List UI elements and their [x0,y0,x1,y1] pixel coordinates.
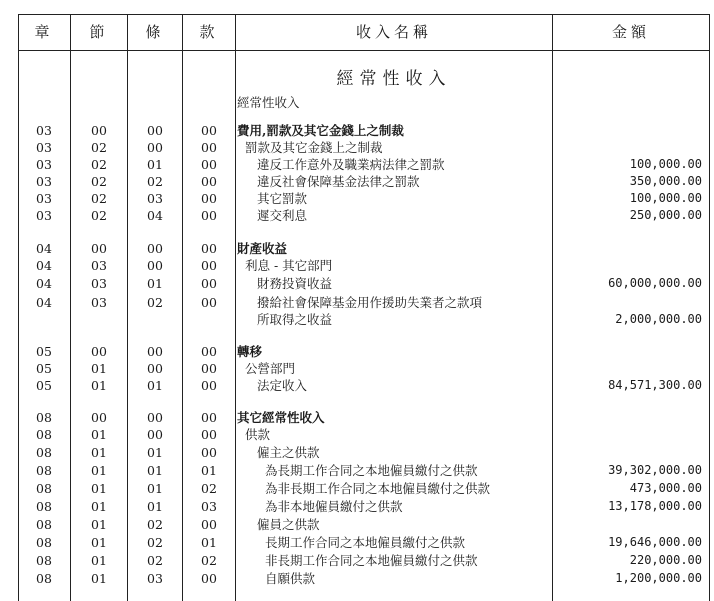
chapter-cell: 08 [36,463,52,478]
amount-cell: 19,646,000.00 [608,535,702,549]
amount-cell: 13,178,000.00 [608,499,702,513]
item-cell: 00 [201,258,217,273]
section-cell: 01 [91,481,107,496]
chapter-cell: 08 [36,481,52,496]
item-cell: 00 [201,208,217,223]
chapter-cell: 03 [36,191,52,206]
item-cell: 01 [201,463,217,478]
section-cell: 01 [91,571,107,586]
table-row [0,240,714,257]
name-cell: 違反工作意外及職業病法律之罰款 [257,157,445,172]
chapter-cell: 08 [36,499,52,514]
amount-cell: 100,000.00 [629,191,702,205]
chapter-cell: 05 [36,378,52,393]
table-row [0,534,714,551]
name-cell: 財產收益 [237,241,288,256]
name-cell: 非長期工作合同之本地僱員繳付之供款 [265,553,478,568]
item-cell: 00 [201,445,217,460]
chapter-cell: 04 [36,241,52,256]
amount-cell: 84,571,300.00 [608,378,702,392]
name-cell: 為非長期工作合同之本地僱員繳付之供款 [265,481,491,496]
header-section: 節 [89,23,109,41]
section-cell: 02 [91,174,107,189]
item-cell: 00 [201,427,217,442]
chapter-cell: 03 [36,123,52,138]
item-cell: 02 [201,553,217,568]
article-cell: 01 [147,481,163,496]
item-cell: 00 [201,191,217,206]
article-cell: 00 [147,344,163,359]
name-cell: 撥給社會保障基金用作援助失業者之款項 [257,295,483,310]
amount-cell: 39,302,000.00 [608,463,702,477]
chapter-cell: 08 [36,535,52,550]
article-cell: 00 [147,410,163,425]
article-cell: 01 [147,276,163,291]
item-cell: 00 [201,361,217,376]
article-cell: 02 [147,517,163,532]
article-cell: 03 [147,191,163,206]
name-cell: 違反社會保障基金法律之罰款 [257,174,420,189]
name-cell: 其它經常性收入 [237,410,325,425]
section-cell: 01 [91,361,107,376]
article-cell: 00 [147,361,163,376]
section-cell: 02 [91,157,107,172]
table-row [0,409,714,426]
article-cell: 00 [147,140,163,155]
table-row [0,311,714,328]
name-cell: 罰款及其它金錢上之制裁 [245,140,383,155]
table-row [0,257,714,274]
item-cell: 01 [201,535,217,550]
chapter-cell: 03 [36,208,52,223]
amount-cell: 220,000.00 [629,553,702,567]
name-cell: 自願供款 [265,571,316,586]
chapter-cell: 08 [36,427,52,442]
chapter-cell: 03 [36,140,52,155]
name-cell: 長期工作合同之本地僱員繳付之供款 [265,535,466,550]
amount-cell: 250,000.00 [629,208,702,222]
amount-cell: 473,000.00 [629,481,702,495]
table-row [0,122,714,139]
table-row [0,94,714,111]
table-row [0,462,714,479]
section-cell: 01 [91,378,107,393]
article-cell: 02 [147,174,163,189]
chapter-cell: 03 [36,174,52,189]
chapter-cell: 08 [36,571,52,586]
section-cell: 01 [91,445,107,460]
item-cell: 00 [201,410,217,425]
chapter-cell: 03 [36,157,52,172]
chapter-cell: 05 [36,361,52,376]
name-cell: 經常性收入 [237,95,300,110]
section-cell: 03 [91,276,107,291]
header-name: 收入名稱 [355,23,432,41]
table-row [0,360,714,377]
chapter-cell: 04 [36,258,52,273]
name-cell: 所取得之收益 [257,312,333,327]
article-cell: 01 [147,463,163,478]
name-cell: 其它罰款 [257,191,308,206]
item-cell: 00 [201,295,217,310]
table-row [0,516,714,533]
section-cell: 01 [91,463,107,478]
name-cell: 轉移 [237,344,263,359]
name-cell: 遲交利息 [257,208,308,223]
article-cell: 02 [147,295,163,310]
amount-cell: 60,000,000.00 [608,276,702,290]
article-cell: 02 [147,535,163,550]
table-row [0,275,714,292]
chapter-cell: 04 [36,276,52,291]
article-cell: 03 [147,571,163,586]
table-row [0,190,714,207]
header-chapter: 章 [34,23,54,41]
section-cell: 01 [91,553,107,568]
item-cell: 00 [201,378,217,393]
table-row [0,377,714,394]
section-cell: 00 [91,241,107,256]
table-row [0,444,714,461]
amount-cell: 350,000.00 [629,174,702,188]
name-cell: 僱員之供款 [257,517,320,532]
article-cell: 02 [147,553,163,568]
item-cell: 00 [201,571,217,586]
table-row [0,570,714,587]
section-cell: 01 [91,427,107,442]
table-row [0,294,714,311]
chapter-cell: 04 [36,295,52,310]
section-cell: 01 [91,517,107,532]
item-cell: 00 [201,140,217,155]
amount-cell: 100,000.00 [629,157,702,171]
table-row [0,552,714,569]
chapter-cell: 08 [36,553,52,568]
table-row [0,156,714,173]
top-border [18,14,710,15]
chapter-cell: 05 [36,344,52,359]
item-cell: 00 [201,241,217,256]
item-cell: 03 [201,499,217,514]
table-row [0,343,714,360]
name-cell: 公營部門 [245,361,296,376]
article-cell: 00 [147,241,163,256]
name-cell: 法定收入 [257,378,308,393]
item-cell: 00 [201,276,217,291]
section-cell: 02 [91,191,107,206]
table-row [0,480,714,497]
amount-cell: 1,200,000.00 [615,571,702,585]
chapter-cell: 08 [36,445,52,460]
section-cell: 03 [91,258,107,273]
name-cell: 費用,罰款及其它金錢上之制裁 [237,123,404,138]
header-item: 款 [199,23,219,41]
name-cell: 為長期工作合同之本地僱員繳付之供款 [265,463,478,478]
chapter-cell: 08 [36,517,52,532]
amount-cell: 2,000,000.00 [615,312,702,326]
item-cell: 00 [201,344,217,359]
table-row [0,173,714,190]
article-cell: 00 [147,427,163,442]
item-cell: 00 [201,174,217,189]
article-cell: 01 [147,499,163,514]
section-cell: 03 [91,295,107,310]
section-cell: 00 [91,344,107,359]
table-row [0,426,714,443]
article-cell: 01 [147,445,163,460]
header-article: 條 [145,23,165,41]
article-cell: 01 [147,378,163,393]
section-cell: 00 [91,410,107,425]
section-cell: 02 [91,140,107,155]
name-cell: 利息 - 其它部門 [245,258,333,273]
item-cell: 00 [201,123,217,138]
section-cell: 00 [91,123,107,138]
section-cell: 01 [91,535,107,550]
section-cell: 01 [91,499,107,514]
chapter-cell: 08 [36,410,52,425]
section-cell: 02 [91,208,107,223]
name-cell: 僱主之供款 [257,445,320,460]
name-cell: 供款 [245,427,271,442]
article-cell: 00 [147,258,163,273]
item-cell: 02 [201,481,217,496]
table-row [0,139,714,156]
article-cell: 00 [147,123,163,138]
article-cell: 04 [147,208,163,223]
article-cell: 01 [147,157,163,172]
name-cell: 財務投資收益 [257,276,333,291]
header-amount: 金額 [611,23,650,41]
item-cell: 00 [201,517,217,532]
table-row [0,207,714,224]
table-row [0,498,714,515]
item-cell: 00 [201,157,217,172]
header-bottom-border [18,50,710,51]
section-title: 經常性收入 [336,69,452,89]
name-cell: 為非本地僱員繳付之供款 [265,499,403,514]
